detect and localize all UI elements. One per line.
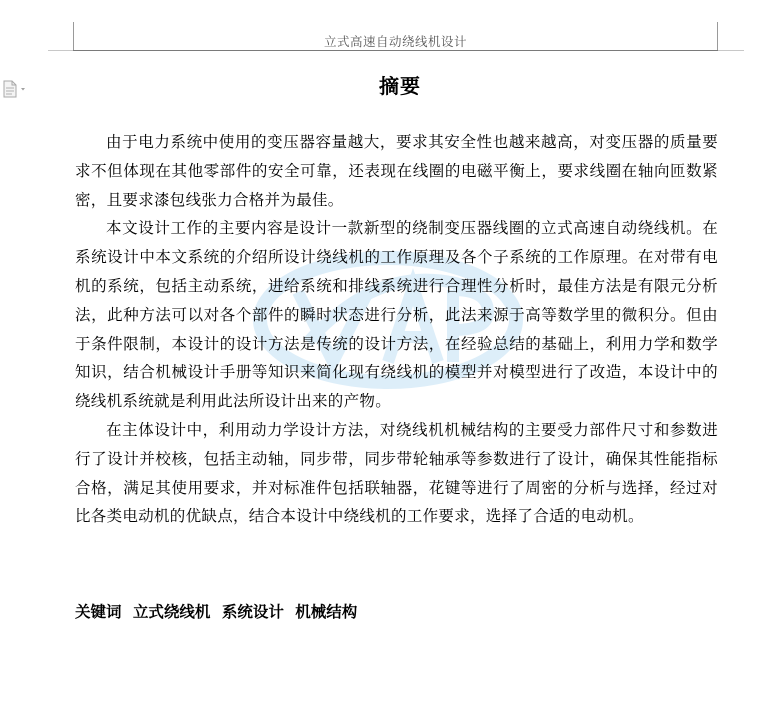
header-rule-extension-left [48,50,73,51]
abstract-title: 摘要 [379,74,421,98]
keyword: 机械结构 [295,603,358,621]
abstract-body [75,128,718,531]
keyword: 系统设计 [221,603,284,621]
page-header [0,0,779,55]
abstract-paragraph: 本文设计工作的主要内容是设计一款新型的绕制变压器线圈的立式高速自动绕线机。在系统设计中本文系统的介绍所设计绕线机的工作原理及各个子系统的工作原理。在对带有电机的系统，包括主动系统，进给系统和排线系统进行合理性分析时，最佳方法是有限元分析法，此种方法可以对各个部件的瞬时状态进行分析，此法来源于高等数学里的微积分。但由于条件限制，本设计的设计方法是传统的设计方法，在经验总结的基础上，利用力学和数学知识，结合机械设计手册等知识来简化现有绕线机的模型并对模型进行了改造，本设计中的绕线机系统就是利用此法所设计出来的产物。 [75,219,718,411]
keywords-line [75,598,363,627]
abstract-paragraph: 由于电力系统中使用的变压器容量越大，要求其安全性也越来越高，对变压器的质量要求不但体现在其他零部件的安全可靠，还表现在线圈的电磁平衡上，要求线圈在轴向匝数紧密，且要求漆包线张力合格并为最佳。 [75,133,718,209]
header-rule [73,50,718,51]
abstract-paragraph: 在主体设计中，利用动力学设计方法，对绕线机机械结构的主要受力部件尺寸和参数进行了设计并校核，包括主动轴，同步带，同步带轮轴承等参数进行了设计，确保其性能指标合格，满足其使用要求，并对标准件包括联轴器，花键等进行了周密的分析与选择，经过对比各类电动机的优缺点，结合本设计中绕线机的工作要求，选择了合适的电动机。 [75,420,718,526]
keyword: 立式绕线机 [132,603,211,621]
keywords-label: 关键词 [75,603,122,621]
header-rule-extension-right [718,50,744,51]
running-header-title: 立式高速自动绕线机设计 [323,34,467,49]
